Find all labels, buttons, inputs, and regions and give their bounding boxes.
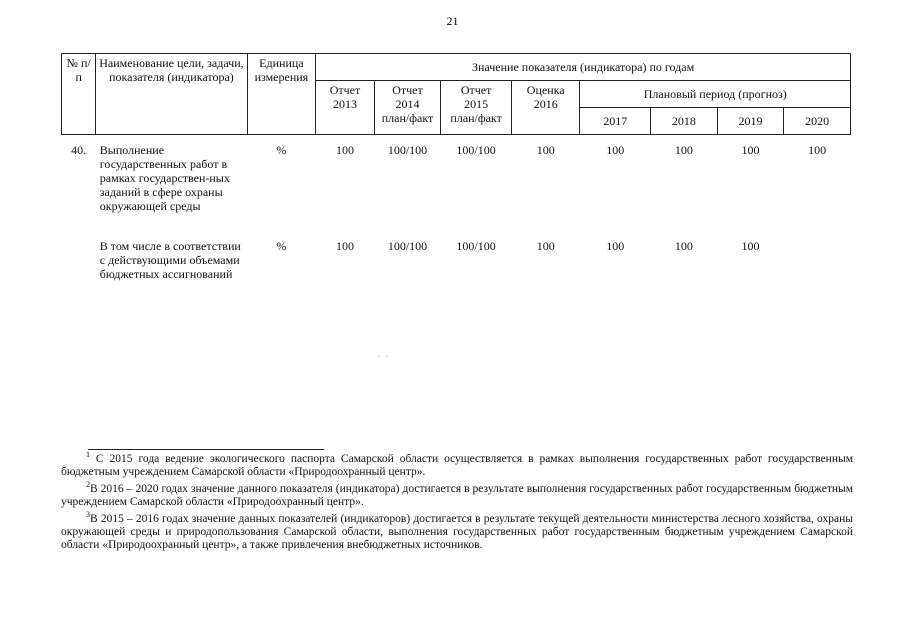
footnote-text: В 2016 – 2020 годах значение данного показателя (индикатора) достигается в результате выполнения государственных работ государственным бюджетным учреждением Самарской области «Природоохранный центр». bbox=[61, 483, 853, 508]
cell-2017: 100 bbox=[606, 239, 625, 253]
cell-2019: 100 bbox=[741, 239, 760, 253]
cell-2016: 100 bbox=[536, 239, 555, 253]
cell-2014: 100/100 bbox=[387, 239, 428, 253]
row-name: В том числе в соответствии с действующими объемами бюджетных ассигнований bbox=[99, 239, 241, 281]
cell-2014: 100/100 bbox=[387, 143, 428, 157]
header-report-2014 bbox=[374, 81, 441, 135]
row-unit: % bbox=[276, 143, 287, 157]
page-number: 21 bbox=[446, 14, 459, 28]
cell-2020: 100 bbox=[808, 143, 827, 157]
header-year-2017: 2017 bbox=[580, 108, 651, 135]
footnote-divider bbox=[88, 449, 324, 450]
row-name: Выполнение государственных работ в рамках государствен-ных заданий в сфере охраны окружающей среды bbox=[99, 143, 230, 213]
header-report-2015 bbox=[441, 81, 512, 135]
header-plan-period: Плановый период (прогноз) bbox=[580, 81, 851, 108]
header-year-2019: 2019 bbox=[717, 108, 784, 135]
table-row bbox=[62, 215, 851, 283]
cell-2015: 100/100 bbox=[456, 239, 496, 253]
cell-2018: 100 bbox=[674, 239, 693, 253]
header-unit: Единица измерения bbox=[247, 54, 316, 135]
indicators-table bbox=[61, 53, 851, 283]
header-values-title: Значение показателя (индикатора) по годам bbox=[316, 54, 851, 81]
header-report-2015-line1: Отчет bbox=[460, 83, 492, 97]
header-report-2015-line2: 2015 bbox=[464, 97, 489, 111]
cell-2020 bbox=[784, 215, 851, 283]
header-report-2014-line3: план/факт bbox=[381, 111, 434, 125]
footnote-text: В 2015 – 2016 годах значение данных показателей (индикаторов) достигается в результате текущей деятельности министерства лесного хозяйства, охраны окружающей среды и природопользования Самарской области, выполнения государственных работ государственным бюджетным учреждением Самарской области «Природоохранный центр», а также привлечения внебюджетных источников. bbox=[61, 513, 853, 551]
row-num bbox=[62, 215, 96, 283]
header-report-2015-line3: план/факт bbox=[450, 111, 502, 125]
footnote-1 bbox=[61, 450, 853, 479]
footnote-mark: 3 bbox=[86, 510, 90, 520]
header-year-2020: 2020 bbox=[784, 108, 851, 135]
header-num: № п/п bbox=[62, 54, 96, 135]
cell-2017: 100 bbox=[606, 143, 625, 157]
header-report-2014-line1: Отчет bbox=[392, 83, 423, 97]
cell-2019: 100 bbox=[741, 143, 760, 157]
cell-2018: 100 bbox=[674, 143, 693, 157]
header-report-2013: Отчет 2013 bbox=[316, 81, 375, 135]
header-year-2018: 2018 bbox=[651, 108, 718, 135]
cell-2016: 100 bbox=[536, 143, 555, 157]
cell-2015: 100/100 bbox=[456, 143, 496, 157]
scan-specks: . . bbox=[378, 350, 390, 359]
footnote-text: С 2015 года ведение экологического паспорта Самарской области осуществляется в рамках выполнения государственных работ государственным бюджетным учреждением Самарской области «Природоохранный центр». bbox=[61, 453, 853, 478]
table-row bbox=[62, 135, 851, 216]
footnote-2 bbox=[61, 480, 853, 509]
footnote-mark: 1 bbox=[86, 450, 90, 460]
row-num: 40. bbox=[71, 143, 87, 157]
footnote-3 bbox=[61, 510, 853, 552]
header-name: Наименование цели, задачи, показателя (индикатора) bbox=[96, 54, 247, 135]
cell-2013: 100 bbox=[335, 239, 354, 253]
header-estimate-2016: Оценка 2016 bbox=[511, 81, 580, 135]
row-unit: % bbox=[276, 239, 287, 253]
footnote-mark: 2 bbox=[86, 480, 90, 490]
cell-2013: 100 bbox=[335, 143, 354, 157]
header-report-2014-line2: 2014 bbox=[395, 97, 420, 111]
footnotes bbox=[61, 450, 853, 556]
